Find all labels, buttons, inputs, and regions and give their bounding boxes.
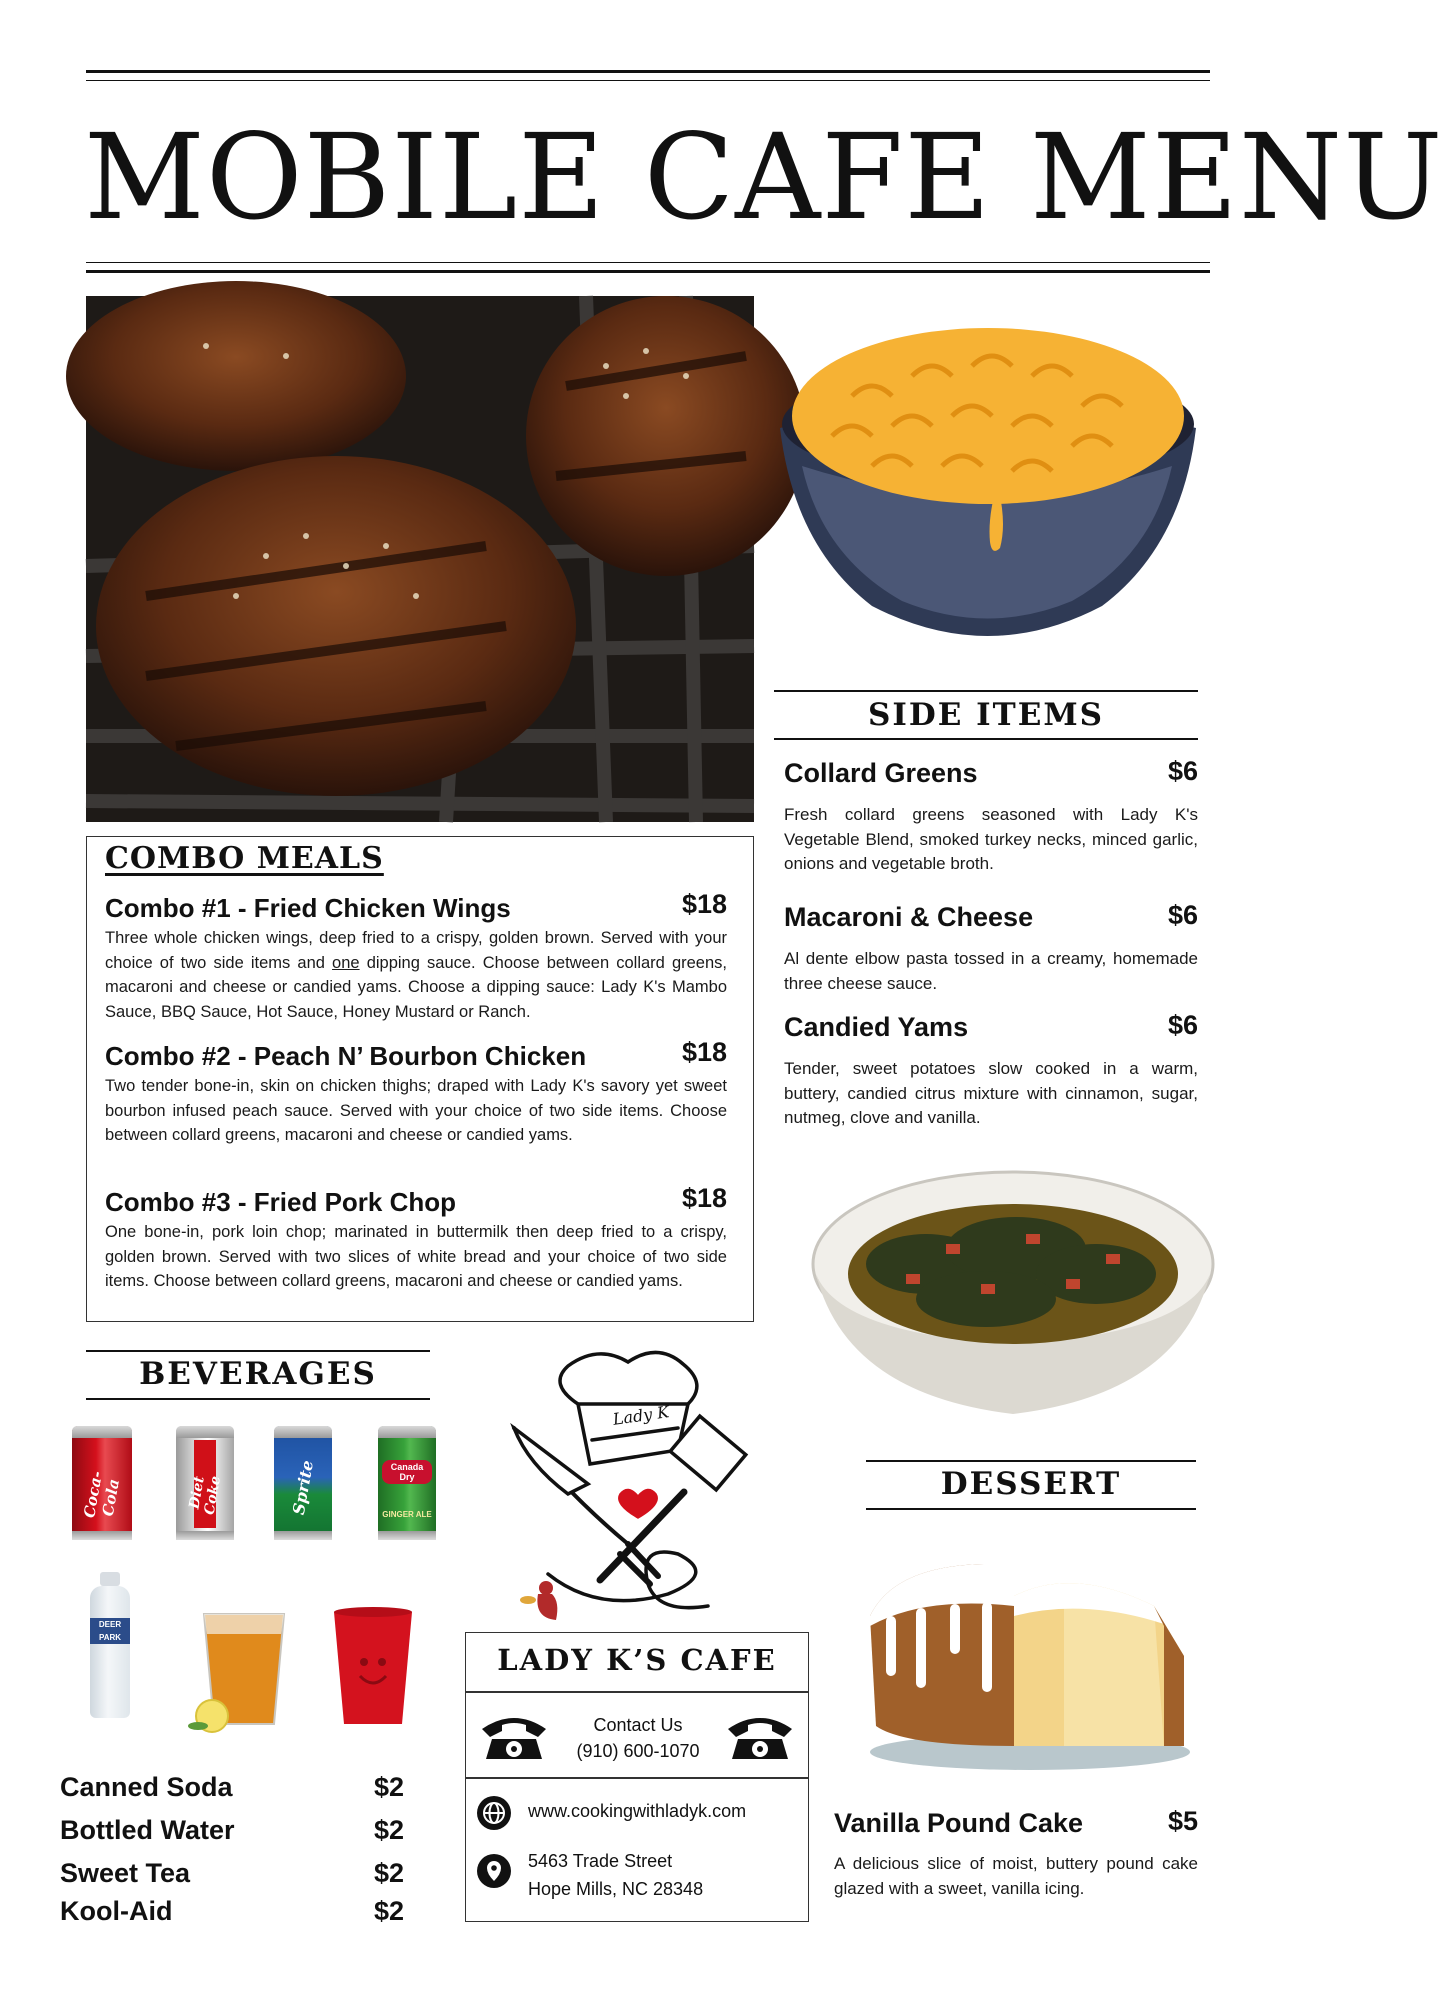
side-item-description: Al dente elbow pasta tossed in a creamy, homemade three cheese sauce. bbox=[784, 949, 1198, 993]
lady-k-chef-logo bbox=[508, 1344, 768, 1624]
side-item-macaroni-cheese bbox=[784, 902, 1198, 996]
beverage-name: Bottled Water bbox=[60, 1815, 235, 1845]
cafe-website[interactable]: www.cookingwithladyk.com bbox=[528, 1801, 747, 1821]
diet-coke-can bbox=[176, 1426, 234, 1540]
contact-label: Contact Us bbox=[593, 1715, 683, 1735]
cafe-address-line2: Hope Mills, NC 28348 bbox=[528, 1879, 704, 1899]
cafe-phone[interactable]: (910) 600-1070 bbox=[576, 1741, 700, 1761]
can-label: Diet Coke bbox=[186, 1474, 225, 1517]
dessert-description: A delicious slice of moist, buttery pound cake glazed with a sweet, vanilla icing. bbox=[834, 1854, 1198, 1898]
cafe-name: LADY K’S CAFE bbox=[497, 1643, 777, 1677]
side-items-heading: SIDE ITEMS bbox=[867, 697, 1105, 733]
sprite-can bbox=[274, 1426, 332, 1540]
side-item-price: $6 bbox=[1167, 756, 1198, 786]
dessert-price: $5 bbox=[1167, 1806, 1198, 1836]
beverage-price: $2 bbox=[373, 1858, 404, 1888]
beverage-price: $2 bbox=[373, 1772, 404, 1802]
grilled-chicken-photo bbox=[86, 296, 754, 822]
dessert-heading: DESSERT bbox=[940, 1466, 1122, 1502]
collard-greens-photo bbox=[806, 1164, 1220, 1426]
sweet-tea-cup bbox=[184, 1604, 294, 1734]
beverage-price: $2 bbox=[373, 1896, 404, 1926]
combo-item-price: $18 bbox=[681, 889, 727, 919]
side-item-name: Candied Yams bbox=[784, 1012, 969, 1042]
side-item-candied-yams bbox=[784, 1012, 1198, 1131]
side-item-collard-greens bbox=[784, 758, 1198, 877]
dessert-rule-top bbox=[866, 1460, 1196, 1462]
side-item-price: $6 bbox=[1167, 1010, 1198, 1040]
combo-item-description-underlined: one bbox=[332, 953, 360, 972]
beverage-price: $2 bbox=[373, 1815, 404, 1845]
side-item-name: Macaroni & Cheese bbox=[784, 902, 1034, 932]
telephone-icon-right bbox=[724, 1713, 796, 1761]
canada-dry-can bbox=[378, 1426, 436, 1540]
telephone-icon-left bbox=[478, 1713, 550, 1761]
mascot-icon bbox=[516, 1578, 570, 1622]
combo-item-description: One bone-in, pork loin chop; marinated in buttermilk then deep fried to a crispy, golden brown. Served with two slices of white bread and your choice of two side items. Choose between collard greens, macaroni and cheese or candied yams. bbox=[105, 1223, 727, 1290]
pound-cake-photo bbox=[864, 1546, 1196, 1772]
header-rule-top-1 bbox=[86, 70, 1210, 73]
beverages-rule-bottom bbox=[86, 1398, 430, 1400]
location-pin-icon bbox=[476, 1853, 512, 1889]
combo-meals-box bbox=[86, 836, 754, 1322]
beverage-row-sweet-tea bbox=[60, 1858, 404, 1894]
combo-item-description-part: dipping sauce. Choose between collard greens, macaroni and cheese or candied yams. Choose a dipping sauce: Lady K's Mambo Sauce, BBQ Sauce, Hot Sauce, Honey Mustard or Ranch. bbox=[105, 953, 727, 1021]
combo-item-description bbox=[105, 926, 727, 1024]
combo-item-description-part: Three whole chicken wings, deep fried to a crispy, golden brown. Served with your choice of two side items and bbox=[105, 929, 727, 972]
cafe-address-line1: 5463 Trade Street bbox=[528, 1851, 673, 1871]
combo-item-3 bbox=[105, 1183, 727, 1294]
header-rule-bottom-1 bbox=[86, 262, 1210, 263]
globe-icon bbox=[476, 1795, 512, 1831]
ginger-ale-label: GINGER ALE bbox=[382, 1510, 432, 1519]
side-item-description: Tender, sweet potatoes slow cooked in a warm, buttery, candied citrus mixture with cinnamon, sugar, nutmeg, clove and vanilla. bbox=[784, 1059, 1198, 1127]
combo-item-name: Combo #1 - Fried Chicken Wings bbox=[105, 893, 511, 923]
combo-item-price: $18 bbox=[681, 1183, 727, 1213]
canada-dry-label: Canada Dry bbox=[382, 1460, 432, 1484]
beverages-rule-top bbox=[86, 1350, 430, 1352]
side-item-description: Fresh collard greens seasoned with Lady K's Vegetable Blend, smoked turkey necks, minced garlic, onions and vegetable broth. bbox=[784, 805, 1198, 873]
beverage-row-canned-soda bbox=[60, 1772, 404, 1808]
page-title: MOBILE CAFE MENU bbox=[84, 108, 1444, 246]
beverage-name: Sweet Tea bbox=[60, 1858, 191, 1888]
side-items-rule-bottom bbox=[774, 738, 1198, 740]
combo-item-name: Combo #3 - Fried Pork Chop bbox=[105, 1187, 457, 1217]
header-rule-top-2 bbox=[86, 80, 1210, 81]
kool-aid-cup bbox=[330, 1604, 416, 1728]
combo-meals-heading: COMBO MEALS bbox=[105, 841, 384, 876]
side-item-name: Collard Greens bbox=[784, 758, 978, 788]
beverage-row-bottled-water bbox=[60, 1815, 404, 1851]
can-label: Coca-Cola bbox=[80, 1469, 123, 1520]
water-bottle bbox=[84, 1572, 136, 1718]
combo-item-price: $18 bbox=[681, 1037, 727, 1067]
beverage-name: Kool-Aid bbox=[60, 1896, 173, 1926]
dessert-item bbox=[834, 1808, 1198, 1901]
combo-item-1 bbox=[105, 889, 727, 1024]
beverage-row-kool-aid bbox=[60, 1896, 404, 1932]
header-rule-bottom-2 bbox=[86, 270, 1210, 273]
mac-and-cheese-photo bbox=[772, 316, 1204, 660]
coca-cola-can bbox=[72, 1426, 132, 1540]
dessert-rule-bottom bbox=[866, 1508, 1196, 1510]
can-label: Sprite bbox=[288, 1458, 318, 1517]
side-item-price: $6 bbox=[1167, 900, 1198, 930]
beverages-heading: BEVERAGES bbox=[139, 1356, 377, 1392]
beverage-name: Canned Soda bbox=[60, 1772, 233, 1802]
cafe-info-box bbox=[465, 1632, 809, 1922]
combo-item-2 bbox=[105, 1037, 727, 1148]
chef-hat-text: Lady K bbox=[611, 1402, 671, 1429]
water-bottle-label: DEER PARK bbox=[90, 1618, 130, 1644]
combo-item-description: Two tender bone-in, skin on chicken thighs; draped with Lady K's savory yet sweet bourbon infused peach sauce. Served with your choice of two side items. Choose between collard greens, macaroni and cheese or candied yams. bbox=[105, 1077, 727, 1144]
dessert-name: Vanilla Pound Cake bbox=[834, 1808, 1084, 1838]
combo-item-name: Combo #2 - Peach N’ Bourbon Chicken bbox=[105, 1041, 587, 1071]
side-items-rule-top bbox=[774, 690, 1198, 692]
